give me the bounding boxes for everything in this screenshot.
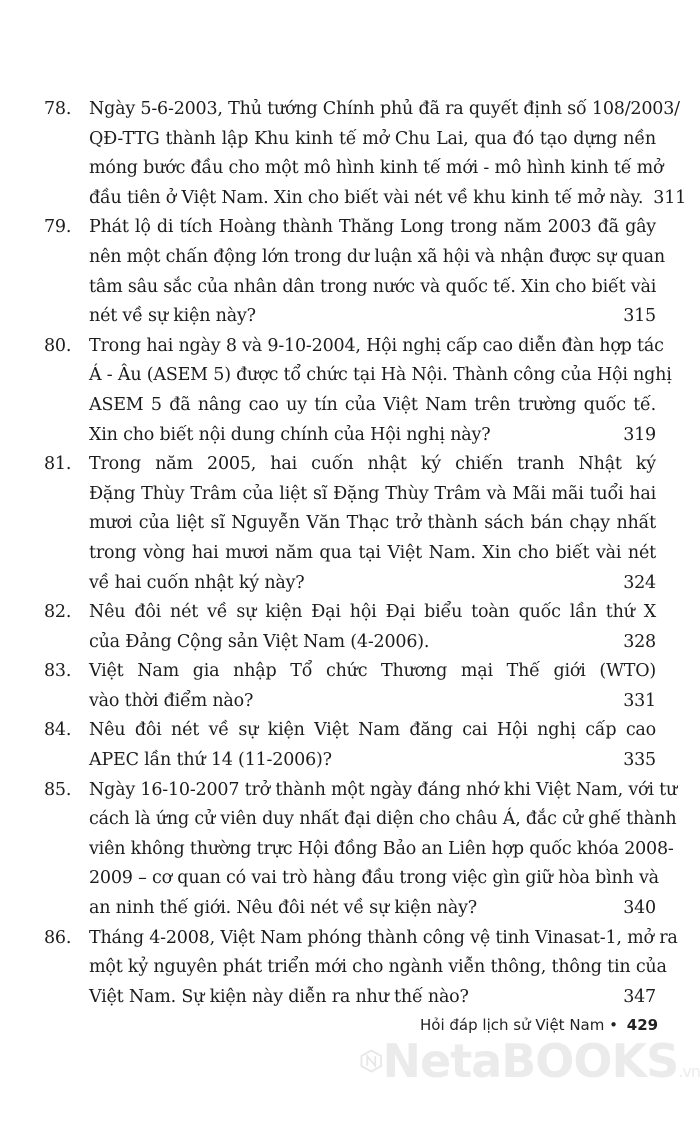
entry-text: QĐ-TTG thành lập Khu kinh tế mở Chu Lai, qua đó tạo dựng nền [89,128,656,149]
entry-number: 81. [44,454,72,475]
entry-last-line [89,746,656,776]
entry-text: móng bước đầu cho một mô hình kinh tế mới - mô hình kinh tế mở [89,158,664,179]
entry-text: an ninh thế giới. Nêu đôi nét về sự kiện này? [89,898,477,919]
entry-text: viên không thường trực Hội đồng Bảo an Liên hợp quốc khóa 2008- [89,838,674,859]
entry-last-line [89,421,656,451]
entry-last-line [89,569,656,599]
entry-text: về hai cuốn nhật ký này? [89,572,305,593]
entry-number: 79. [44,217,72,238]
entry-last-line [89,687,656,717]
entry-last-line [89,302,656,332]
entry-text: cách là ứng cử viên duy nhất đại diện cho châu Á, đắc cử ghế thành [89,809,677,830]
footer-separator: • [609,1016,618,1034]
toc-entry [44,213,665,331]
entry-page-number: 331 [623,690,656,711]
entry-text: Việt Nam. Sự kiện này diễn ra như thế nào? [89,986,469,1007]
entry-text: Á - Âu (ASEM 5) được tổ chức tại Hà Nội. Thành công của Hội nghị [89,365,672,386]
entry-page-number: 328 [623,631,656,652]
entry-page-number: 340 [623,898,656,919]
entry-last-line [89,628,656,658]
entry-text: APEC lần thứ 14 (11-2006)? [89,750,332,771]
entry-text: Nêu đôi nét về sự kiện Việt Nam đăng cai Hội nghị cấp cao [89,720,656,741]
entry-number: 85. [44,779,72,800]
watermark [360,1026,700,1096]
toc-entry [44,924,678,1013]
running-title: Hỏi đáp lịch sử Việt Nam [420,1016,605,1034]
entry-page-number: 324 [623,572,656,593]
entry-text: Xin cho biết nội dung chính của Hội nghị này? [89,424,491,445]
entry-text: đầu tiên ở Việt Nam. Xin cho biết vài nét về khu kinh tế mở này. [89,187,644,208]
page-number: 429 [626,1016,659,1034]
table-of-contents [44,95,687,1012]
entry-text: mươi của liệt sĩ Nguyễn Văn Thạc trở thành sách bán chạy nhất [89,513,656,534]
entry-last-line [89,894,656,924]
entry-text: Phát lộ di tích Hoàng thành Thăng Long trong năm 2003 đã gây [89,217,656,238]
entry-text: Tháng 4-2008, Việt Nam phóng thành công vệ tinh Vinasat-1, mở ra [89,927,678,948]
entry-last-line [89,983,656,1013]
entry-number: 82. [44,602,72,623]
entry-text: Đặng Thùy Trâm của liệt sĩ Đặng Thùy Trâm và Mãi mãi tuổi hai [89,483,656,504]
entry-text: Trong hai ngày 8 và 9-10-2004, Hội nghị cấp cao diễn đàn hợp tác [89,335,664,356]
entry-page-number: 347 [623,986,656,1007]
entry-text: Ngày 16-10-2007 trở thành một ngày đáng nhớ khi Việt Nam, với tư [89,779,678,800]
watermark-text: NetaBOOKS.vn [382,1034,700,1088]
entry-text: vào thời điểm nào? [89,690,254,711]
entry-page-number: 319 [623,424,656,445]
entry-number: 84. [44,720,72,741]
watermark-logo-icon [360,1030,383,1092]
entry-text: Ngày 5-6-2003, Thủ tướng Chính phủ đã ra quyết định số 108/2003/ [89,99,680,119]
toc-entry [44,95,687,213]
entry-text: Trong năm 2005, hai cuốn nhật ký chiến tranh Nhật ký [89,454,656,475]
entry-text: Nêu đôi nét về sự kiện Đại hội Đại biểu toàn quốc lần thứ X [89,602,656,623]
entry-number: 83. [44,661,72,682]
toc-entry [44,450,656,598]
entry-text: nét về sự kiện này? [89,306,256,327]
entry-text: Việt Nam gia nhập Tổ chức Thương mại Thế giới (WTO) [89,661,656,682]
entry-text: 2009 – cơ quan có vai trò hàng đầu trong việc gìn giữ hòa bình và [89,868,659,889]
entry-page-number: 335 [623,750,656,771]
toc-entry [44,598,656,657]
entry-page-number: 315 [623,306,656,327]
entry-text: trong vòng hai mươi năm qua tại Việt Nam. Xin cho biết vài nét [89,542,656,563]
entry-text: một kỷ nguyên phát triển mới cho ngành viễn thông, thông tin của [89,957,667,978]
entry-text: của Đảng Cộng sản Việt Nam (4-2006). [89,631,430,652]
entry-last-line [89,184,687,214]
entry-text: ASEM 5 đã nâng cao uy tín của Việt Nam trên trường quốc tế. [89,394,656,415]
toc-entry [44,657,656,716]
entry-number: 78. [44,99,72,119]
toc-entry [44,332,672,450]
entry-text: nên một chấn động lớn trong dư luận xã hội và nhận được sự quan [89,246,665,267]
entry-text: tâm sâu sắc của nhân dân trong nước và quốc tế. Xin cho biết vài [89,276,657,297]
entry-number: 80. [44,335,72,356]
toc-entry [44,716,656,775]
toc-entry [44,776,678,924]
entry-number: 86. [44,927,72,948]
entry-page-number: 311 [653,187,687,208]
